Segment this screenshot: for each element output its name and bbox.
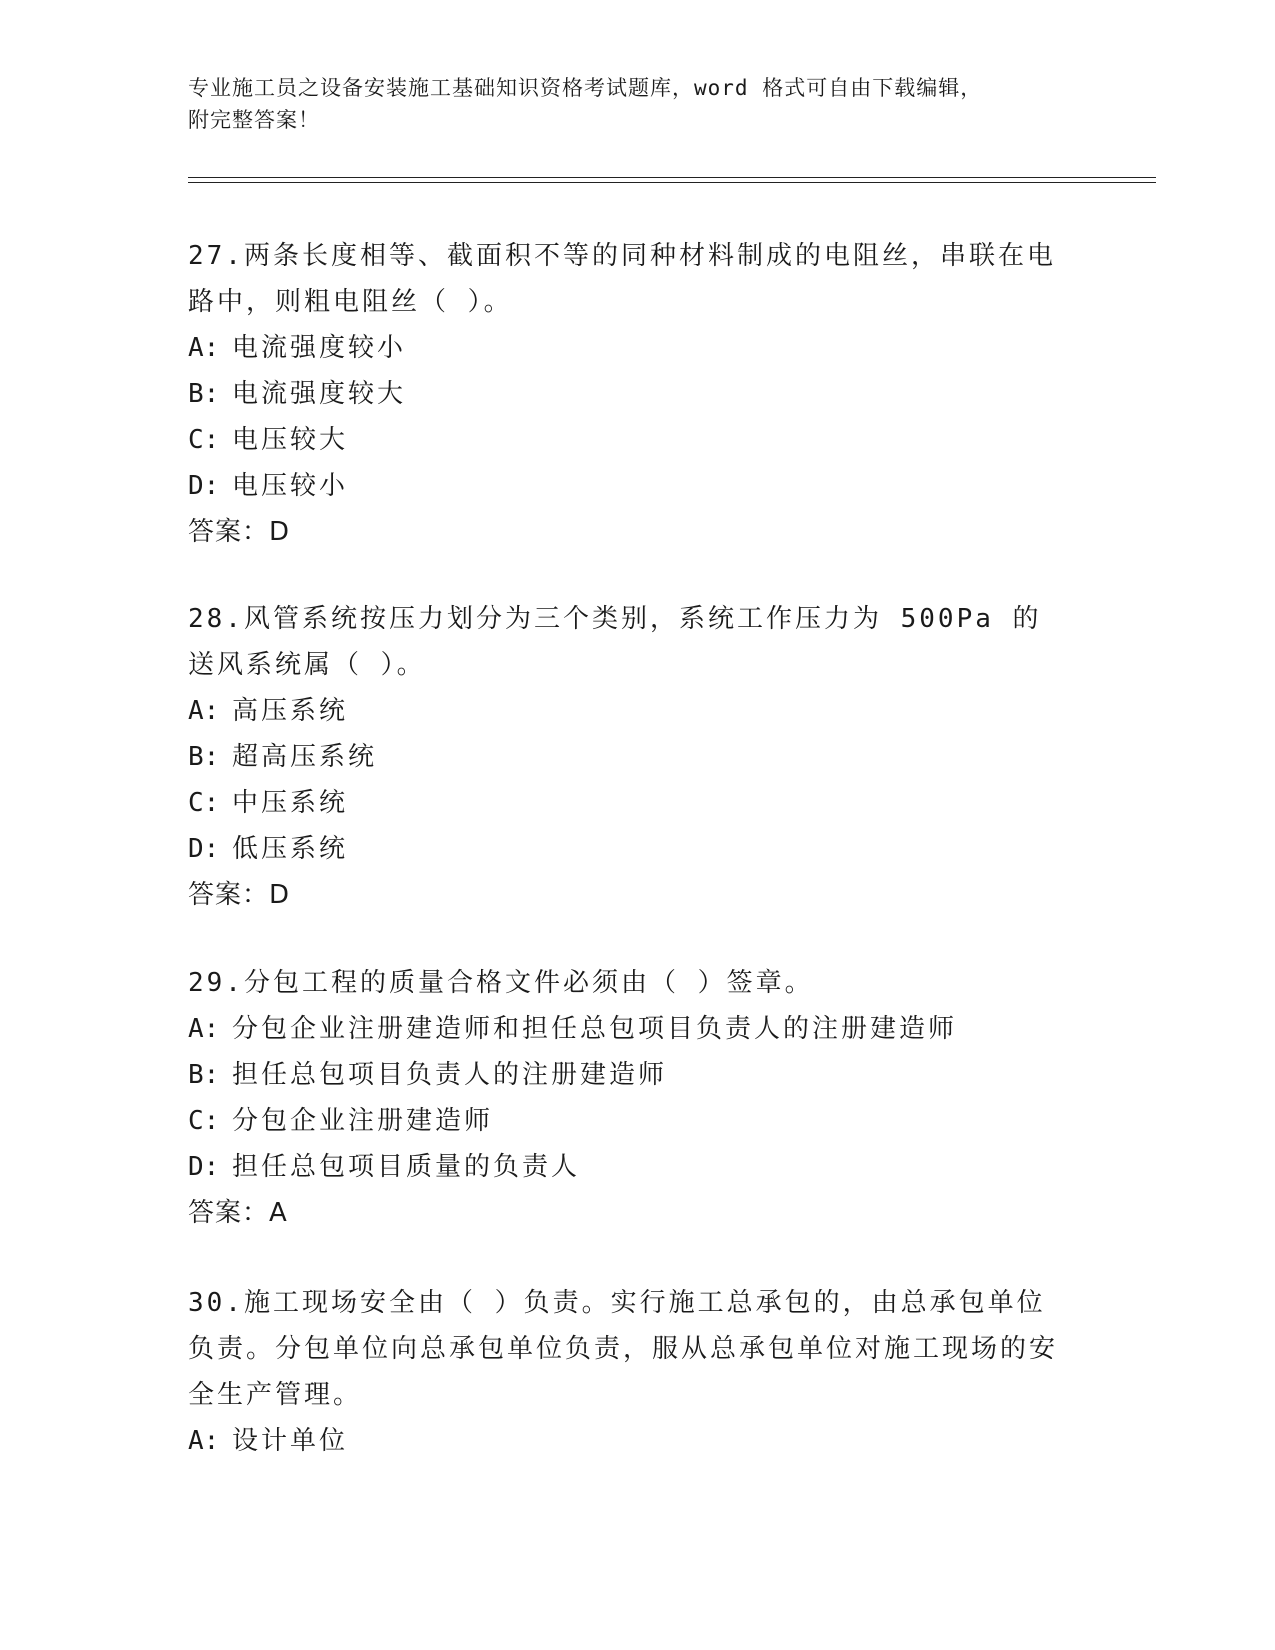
document-header	[188, 72, 1088, 136]
header-divider-top	[188, 177, 1156, 178]
option-key: B:	[188, 379, 220, 409]
header-line-1: 专业施工员之设备安装施工基础知识资格考试题库，word 格式可自由下载编辑，	[188, 76, 983, 100]
option-text: 电压较小	[232, 471, 349, 501]
header-line-2: 附完整答案！	[188, 108, 320, 132]
question-27	[188, 233, 1068, 555]
question-stem: 27.两条长度相等、截面积不等的同种材料制成的电阻丝，串联在电路中，则粗电阻丝（ ）。	[188, 241, 1056, 317]
option-key: B:	[188, 742, 220, 772]
option-text: 电流强度较小	[232, 333, 407, 363]
option-text: 分包企业注册建造师	[232, 1106, 494, 1136]
option-a	[188, 1006, 1068, 1052]
option-a	[188, 688, 1068, 734]
option-key: A:	[188, 696, 220, 726]
option-key: B:	[188, 1060, 220, 1090]
question-30	[188, 1280, 1068, 1464]
option-c	[188, 417, 1068, 463]
answer-line: 答案：D	[188, 880, 291, 910]
option-text: 电流强度较大	[232, 379, 407, 409]
option-text: 担任总包项目负责人的注册建造师	[232, 1060, 668, 1090]
option-text: 中压系统	[232, 788, 349, 818]
option-text: 高压系统	[232, 696, 349, 726]
option-text: 设计单位	[232, 1426, 349, 1456]
option-d	[188, 1144, 1068, 1190]
option-text: 担任总包项目质量的负责人	[232, 1152, 581, 1182]
option-key: D:	[188, 834, 220, 864]
question-28	[188, 596, 1068, 918]
question-29	[188, 960, 1068, 1236]
option-c	[188, 780, 1068, 826]
option-a	[188, 325, 1068, 371]
header-divider-bottom	[188, 182, 1156, 183]
question-stem: 29.分包工程的质量合格文件必须由（ ）签章。	[188, 968, 814, 998]
option-b	[188, 734, 1068, 780]
option-key: C:	[188, 425, 220, 455]
option-text: 低压系统	[232, 834, 349, 864]
option-b	[188, 371, 1068, 417]
question-stem: 30.施工现场安全由（ ）负责。实行施工总承包的，由总承包单位负责。分包单位向总承包单位负责，服从总承包单位对施工现场的安全生产管理。	[188, 1288, 1059, 1410]
option-d	[188, 826, 1068, 872]
option-key: D:	[188, 1152, 220, 1182]
option-d	[188, 463, 1068, 509]
option-text: 分包企业注册建造师和担任总包项目负责人的注册建造师	[232, 1014, 958, 1044]
answer-line: 答案：A	[188, 1198, 288, 1228]
option-key: A:	[188, 1426, 220, 1456]
option-b	[188, 1052, 1068, 1098]
question-stem: 28.风管系统按压力划分为三个类别，系统工作压力为 500Pa 的送风系统属（ ）。	[188, 604, 1042, 680]
option-text: 超高压系统	[232, 742, 378, 772]
option-text: 电压较大	[232, 425, 349, 455]
option-a	[188, 1418, 1068, 1464]
option-key: A:	[188, 333, 220, 363]
answer-line: 答案：D	[188, 517, 291, 547]
option-key: A:	[188, 1014, 220, 1044]
option-key: C:	[188, 788, 220, 818]
option-key: D:	[188, 471, 220, 501]
option-c	[188, 1098, 1068, 1144]
option-key: C:	[188, 1106, 220, 1136]
